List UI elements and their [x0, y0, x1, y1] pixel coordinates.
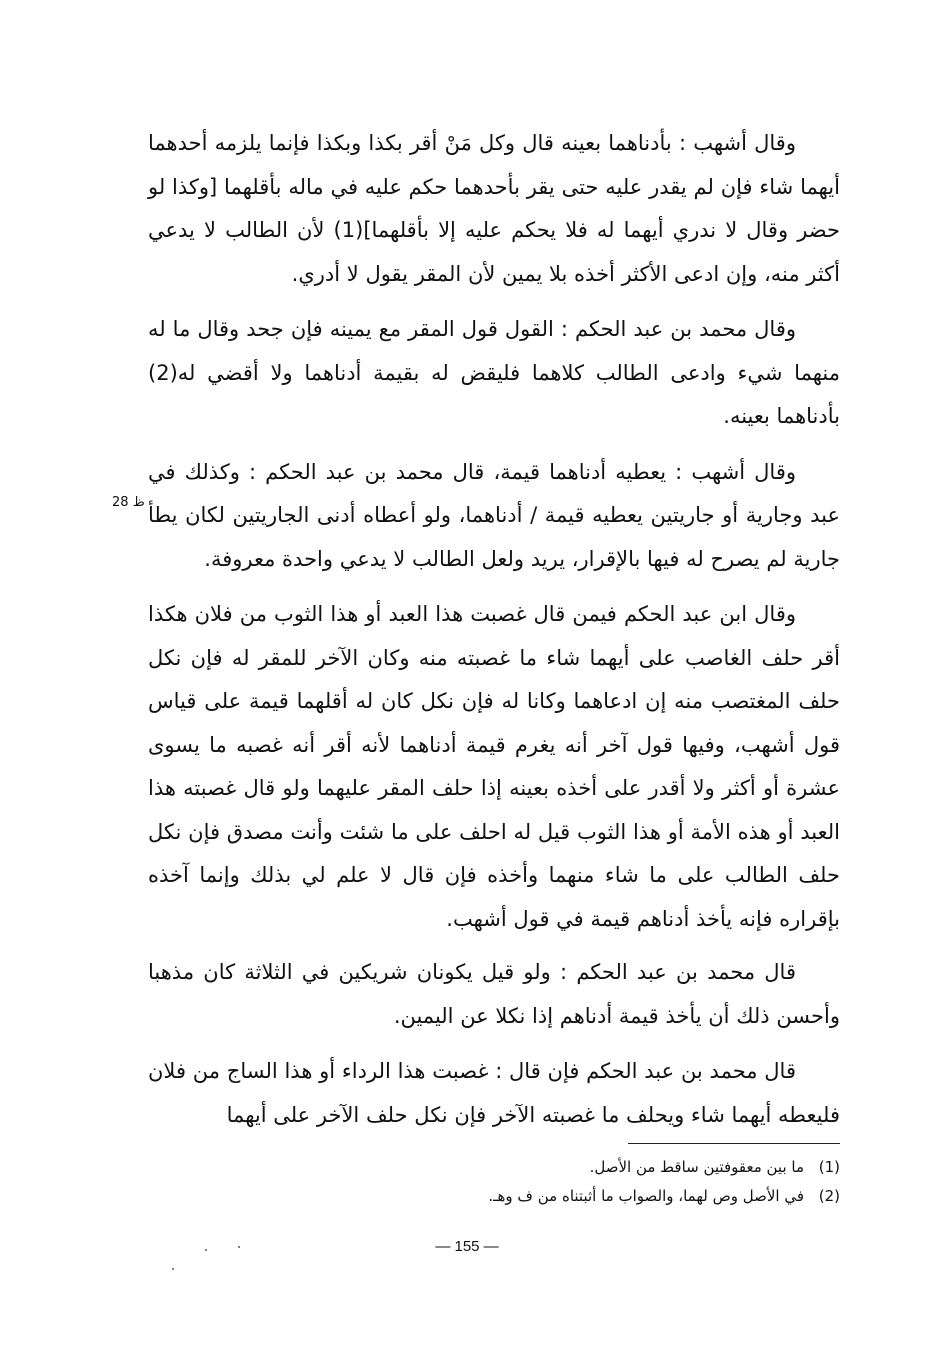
paragraph: وقال ابن عبد الحكم فيمن قال غصبت هذا العبد أو هذا الثوب من فلان هكذا أقر حلف الغاصب على أيهما شاء ما غصبته منه وكان الآخر للمقر له فإن نكل حلف المغتصب منه إن ادعاهما وكانا له فإن نكل كان له أقلهما قيمة على قياس قول أشهب، وفيها قول آخر أنه يغرم قيمة أدناهما لأنه أقر أنه غصبه ما يسوى عشرة أو أكثر ولا أقدر على أخذه بعينه إذا حلف المقر عليهما ولو قال غصبته هذا العبد أو هذه الأمة أو هذا الثوب قيل له احلف على ما شئت وأنت مصدق فإن نكل حلف الطالب على ما شاء منهما وأخذه فإن قال لا علم لي بذلك وإنما آخذه بإقراره فإنه يأخذ أدناهم قيمة في قول أشهب.	[148, 602, 840, 931]
paragraph: قال محمد بن عبد الحكم فإن قال : غصبت هذا الرداء أو هذا الساج من فلان فليعطه أيهما شاء ويحلف ما غصبته الآخر فإن نكل حلف الآخر على أيهما	[148, 1059, 840, 1127]
page-number: — 155 —	[435, 1238, 499, 1255]
footnote-text: ما بين معقوفتين ساقط من الأصل.	[589, 1158, 804, 1176]
manuscript-folio-marker: 28 ظ	[112, 495, 145, 510]
paragraph: وقال محمد بن عبد الحكم : القول قول المقر مع يمينه فإن جحد وقال ما له منهما شيء وادعى الطالب كلاهما فليقض له بقيمة أدناهما ولا أقضي له(2) بأدناهما بعينه.	[148, 317, 840, 428]
scan-speck	[205, 1249, 207, 1251]
paragraph: وقال أشهب : بأدناهما بعينه قال وكل مَنْ أقر بكذا وبكذا فإنما يلزمه أحدهما أيهما شاء فإن لم يقدر عليه حتى يقر بأحدهما حكم عليه في ماله بأقلهما [وكذا لو حضر وقال لا ندري أيهما له فلا يحكم عليه إلا بأقلهما](1) لأن الطالب لا يدعي أكثر منه، وإن ادعى الأكثر أخذه بلا يمين لأن المقر يقول لا أدري.	[148, 131, 840, 286]
paragraph: قال محمد بن عبد الحكم : ولو قيل يكونان شريكين في الثلاثة كان مذهبا وأحسن ذلك أن يأخذ قيمة أدناهم إذا نكلا عن اليمين.	[148, 960, 840, 1028]
footnote-text: في الأصل وص لهما، والصواب ما أثبتناه من ف وهـ.	[488, 1187, 804, 1205]
footnote-number: (1)	[818, 1158, 840, 1176]
footnotes	[320, 1153, 840, 1211]
footnote-item	[320, 1182, 840, 1211]
scan-speck	[172, 1268, 174, 1270]
footnote-divider	[628, 1143, 840, 1144]
scan-speck	[238, 1246, 240, 1248]
paragraph: وقال أشهب : يعطيه أدناهما قيمة، قال محمد بن عبد الحكم : وكذلك في عبد وجارية أو جاريتين يعطيه قيمة / أدناهما، ولو أعطاه أدنى الجاريتين لكان يطأ جارية لم يصرح له فيها بالإقرار، يريد ولعل الطالب لا يدعي واحدة معروفة.	[148, 459, 840, 571]
body-text	[148, 122, 840, 1149]
footnote-number: (2)	[818, 1187, 840, 1205]
footnote-item	[320, 1153, 840, 1182]
